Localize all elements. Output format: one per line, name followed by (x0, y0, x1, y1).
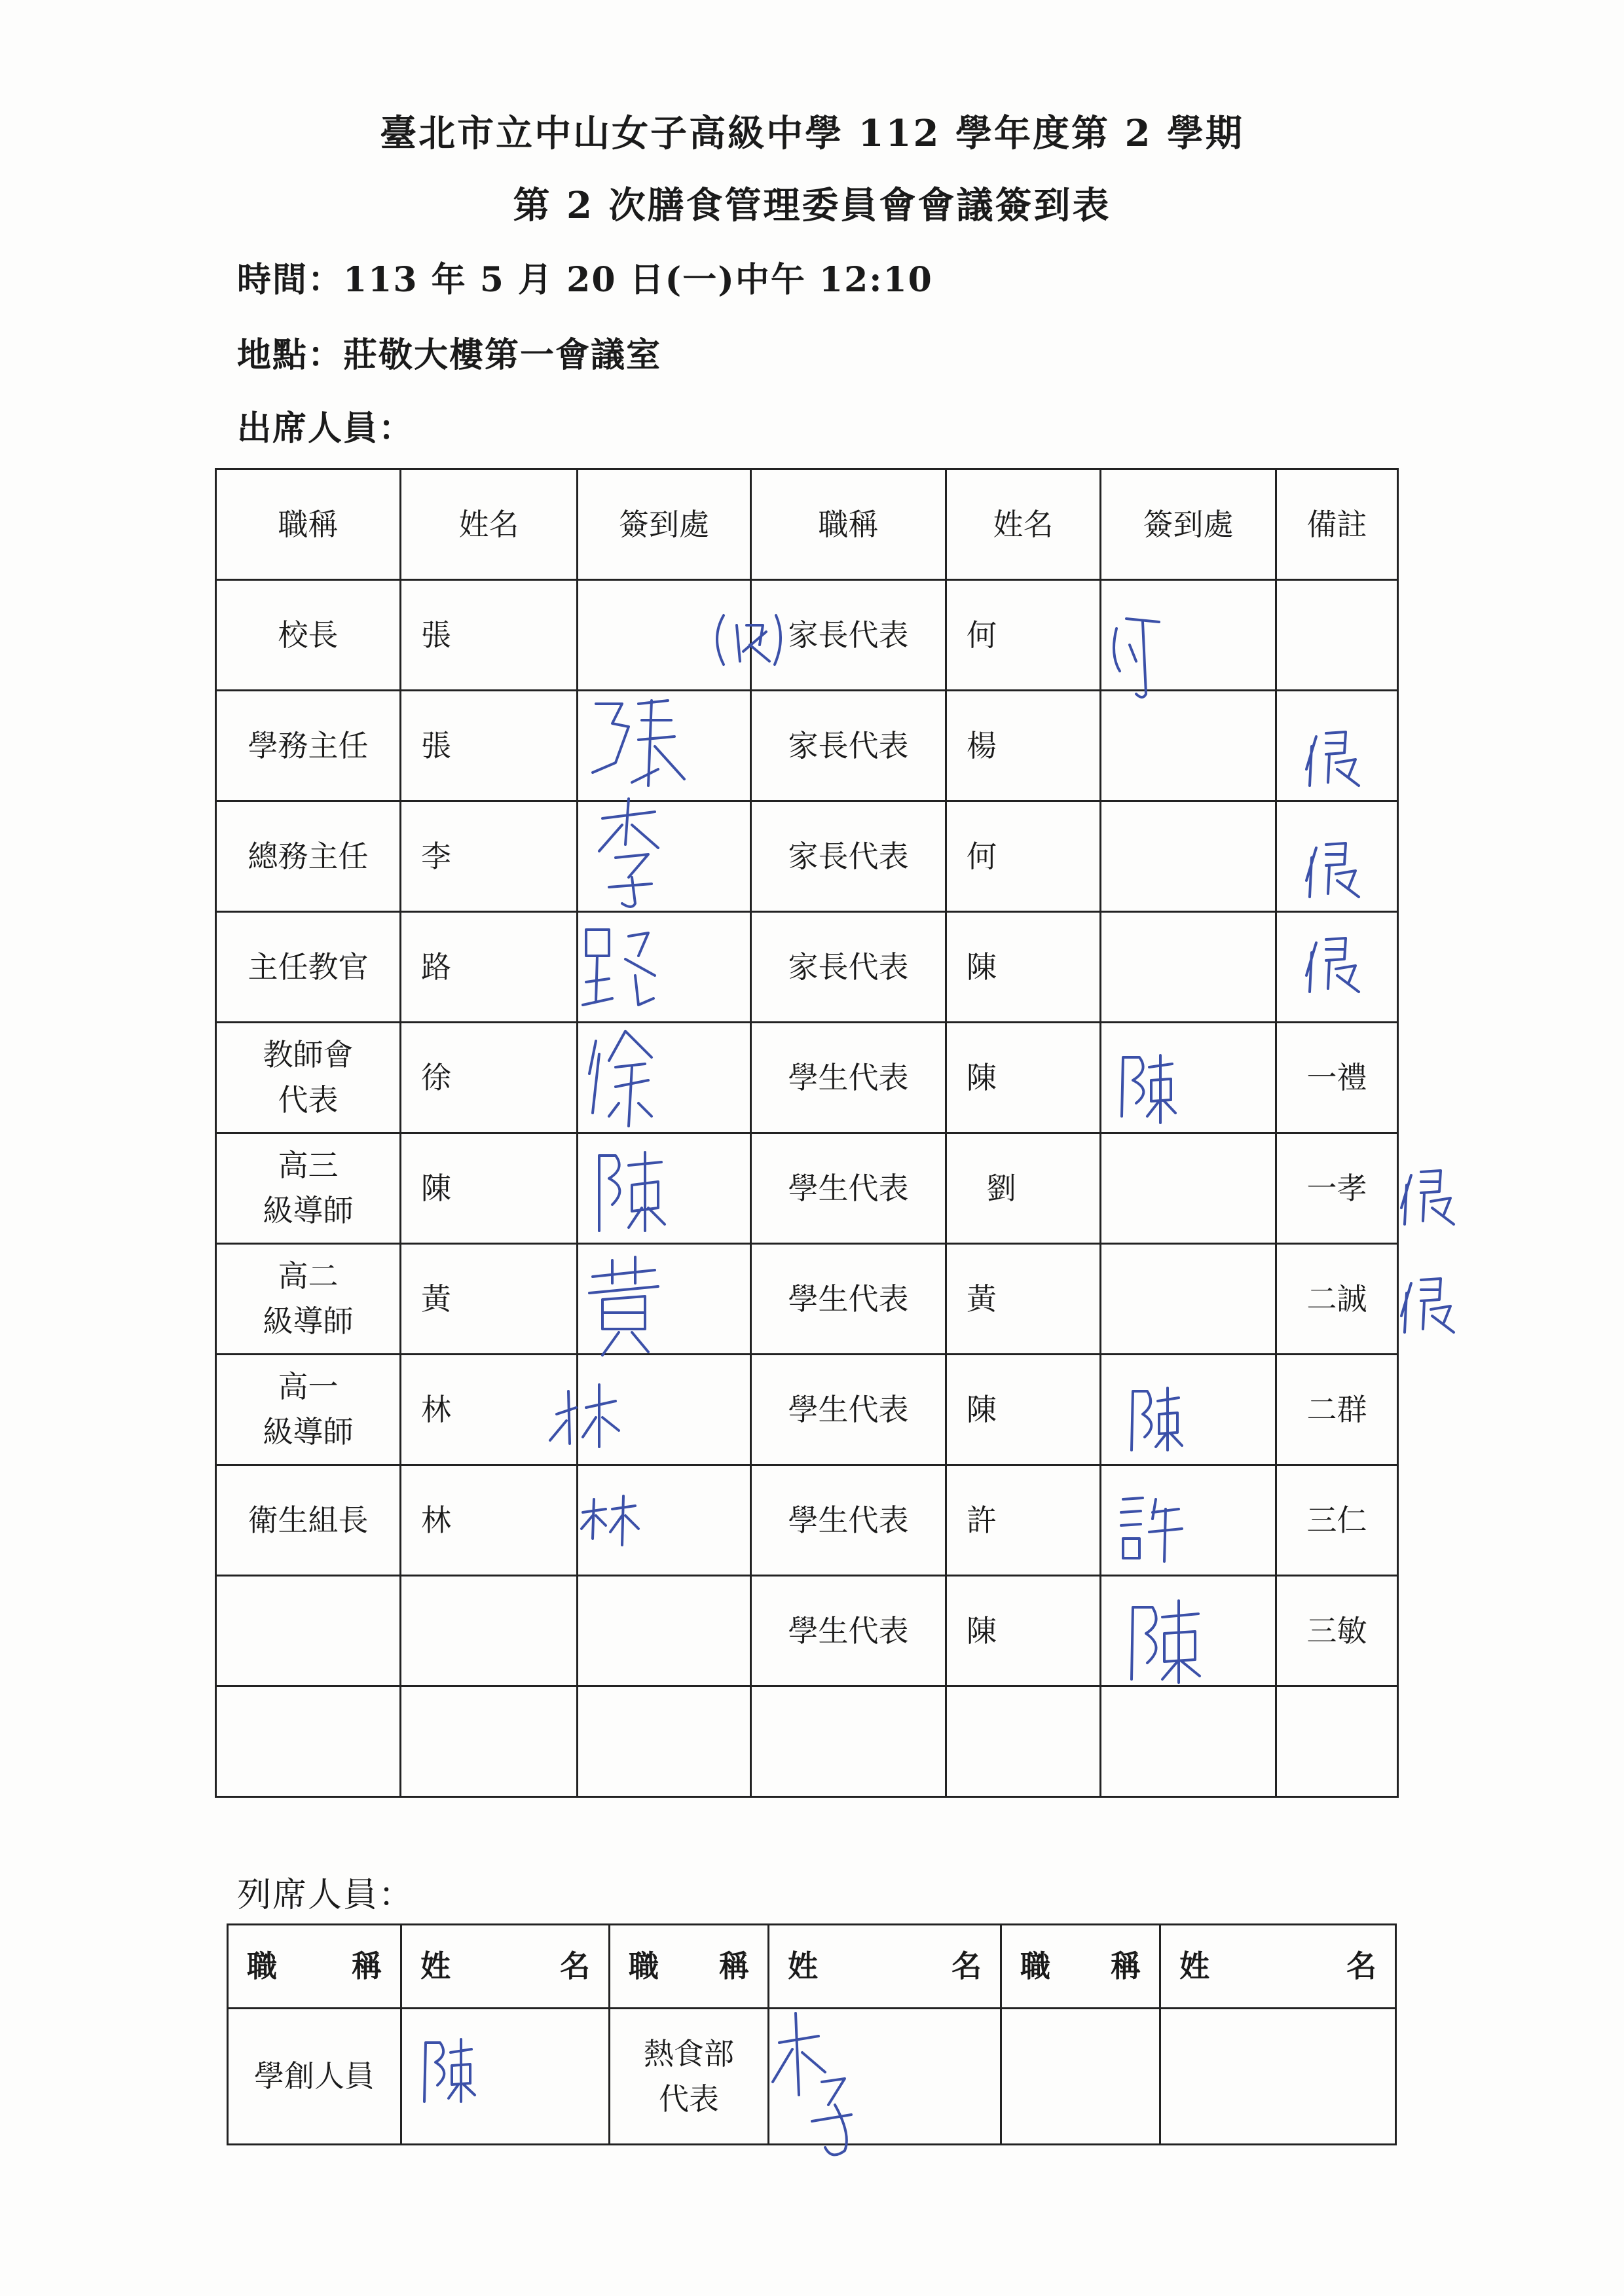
name-cell: 何 (946, 801, 1101, 912)
remarks-cell: 二誠 (1276, 1244, 1398, 1355)
title-cell: 學創人員 (228, 2009, 401, 2145)
signature-cell (1160, 2009, 1396, 2145)
title-cell (216, 1576, 401, 1686)
signature-cell (1101, 801, 1276, 912)
name-cell: 路 (401, 912, 578, 1023)
signature-cell (578, 1686, 751, 1797)
name-cell: 劉 (946, 1133, 1101, 1244)
header-title: 職稱 (216, 469, 401, 580)
remarks-cell (1276, 580, 1398, 691)
title-cell: 學生代表 (751, 1465, 946, 1576)
signature-cell (401, 2009, 610, 2145)
title-cell: 學生代表 (751, 1244, 946, 1355)
remarks-cell (1276, 1686, 1398, 1797)
signature-cell (1101, 1465, 1276, 1576)
signature-cell (1101, 1686, 1276, 1797)
name-cell: 陳 (946, 1576, 1101, 1686)
header-name: 姓名 (401, 469, 578, 580)
meeting-place: 地點：莊敬大樓第一會議室 (237, 335, 662, 375)
title-line: 代表 (278, 1082, 339, 1118)
signature-cell (578, 1465, 751, 1576)
title-cell (216, 1244, 401, 1355)
name-cell: 何 (946, 580, 1101, 691)
name-cell: 陳 (946, 912, 1101, 1023)
title-cell: 學生代表 (751, 1023, 946, 1133)
table-row (216, 580, 1398, 691)
signature-cell (1101, 912, 1276, 1023)
name-cell: 楊 (946, 691, 1101, 801)
title-cell: 學生代表 (751, 1576, 946, 1686)
title-line: 熱食部 (644, 2035, 734, 2071)
title-cell (216, 1023, 401, 1133)
document-title: 臺北市立中山女子高級中學 112 學年度第 2 學期 (380, 112, 1244, 155)
name-cell (401, 1686, 578, 1797)
signature-cell (578, 1355, 751, 1465)
table-row (216, 912, 1398, 1023)
name-cell: 陳 (946, 1023, 1101, 1133)
document-subtitle: 第 2 次膳食管理委員會會議簽到表 (513, 184, 1111, 227)
remarks-cell: 一禮 (1276, 1023, 1398, 1133)
name-cell: 張 (401, 580, 578, 691)
title-cell (216, 1686, 401, 1797)
title-cell: 主任教官 (216, 912, 401, 1023)
signature-cell (578, 580, 751, 691)
header-title: 職 稱 (228, 1925, 401, 2009)
header-name: 姓名 (946, 469, 1101, 580)
title-cell (751, 1686, 946, 1797)
title-cell: 校長 (216, 580, 401, 691)
header-name: 姓 名 (769, 1925, 1001, 2009)
title-cell: 家長代表 (751, 580, 946, 691)
name-cell: 陳 (401, 1133, 578, 1244)
name-cell: 林 (401, 1355, 578, 1465)
attendance-table (215, 468, 1399, 1798)
title-cell: 家長代表 (751, 801, 946, 912)
signature-cell (1101, 1023, 1276, 1133)
observers-header-row (228, 1925, 1396, 2009)
signature-cell (578, 801, 751, 912)
observers-label: 列席人員： (237, 1876, 415, 1915)
title-cell: 總務主任 (216, 801, 401, 912)
table-row (216, 1465, 1398, 1576)
title-cell: 家長代表 (751, 912, 946, 1023)
title-cell (216, 1355, 401, 1465)
title-cell: 學生代表 (751, 1355, 946, 1465)
name-cell (401, 1576, 578, 1686)
signature-cell (1101, 1576, 1276, 1686)
title-line: 高三 (278, 1148, 339, 1183)
signature-cell (769, 2009, 1001, 2145)
name-cell: 陳 (946, 1355, 1101, 1465)
meeting-time: 時間：113 年 5 月 20 日(一)中午 12:10 (237, 260, 933, 300)
title-line: 高二 (278, 1258, 339, 1294)
name-cell: 張 (401, 691, 578, 801)
header-title: 職 稱 (1001, 1925, 1160, 2009)
table-row (216, 1244, 1398, 1355)
title-line: 級導師 (263, 1414, 354, 1449)
remarks-cell (1276, 691, 1398, 801)
table-row (216, 1023, 1398, 1133)
remarks-cell: 三敏 (1276, 1576, 1398, 1686)
name-cell: 林 (401, 1465, 578, 1576)
name-cell: 許 (946, 1465, 1101, 1576)
table-row (216, 691, 1398, 801)
header-name: 姓 名 (1160, 1925, 1396, 2009)
title-line: 教師會 (263, 1037, 354, 1072)
name-cell: 黃 (946, 1244, 1101, 1355)
signature-cell (578, 1133, 751, 1244)
observers-row (228, 2009, 1396, 2145)
table-row (216, 1576, 1398, 1686)
header-signature: 簽到處 (1101, 469, 1276, 580)
signature-cell (578, 1023, 751, 1133)
title-cell: 衛生組長 (216, 1465, 401, 1576)
signature-cell (578, 1576, 751, 1686)
header-remarks: 備註 (1276, 469, 1398, 580)
title-line: 級導師 (263, 1303, 354, 1339)
title-cell (610, 2009, 769, 2145)
remarks-cell: 一孝 (1276, 1133, 1398, 1244)
title-cell: 家長代表 (751, 691, 946, 801)
attendees-label: 出席人員： (237, 409, 415, 448)
name-cell (946, 1686, 1101, 1797)
title-cell (216, 1133, 401, 1244)
leave-mark-handwriting (1401, 1279, 1454, 1332)
title-cell: 學生代表 (751, 1133, 946, 1244)
title-cell (1001, 2009, 1160, 2145)
signature-cell (1101, 1355, 1276, 1465)
table-row (216, 1355, 1398, 1465)
signature-cell (578, 1244, 751, 1355)
remarks-cell: 二群 (1276, 1355, 1398, 1465)
title-line: 代表 (659, 2081, 719, 2117)
title-line: 高一 (278, 1369, 339, 1404)
header-signature: 簽到處 (578, 469, 751, 580)
remarks-cell (1276, 912, 1398, 1023)
signature-cell (1101, 1133, 1276, 1244)
name-cell: 黃 (401, 1244, 578, 1355)
table-row (216, 1133, 1398, 1244)
leave-mark-handwriting (1401, 1171, 1454, 1224)
signature-cell (578, 912, 751, 1023)
signature-cell (1101, 580, 1276, 691)
signature-cell (1101, 1244, 1276, 1355)
table-header-row (216, 469, 1398, 580)
title-cell: 學務主任 (216, 691, 401, 801)
table-row (216, 801, 1398, 912)
remarks-cell: 三仁 (1276, 1465, 1398, 1576)
name-cell: 李 (401, 801, 578, 912)
signature-cell (578, 691, 751, 801)
table-row (216, 1686, 1398, 1797)
header-name: 姓 名 (401, 1925, 610, 2009)
remarks-cell (1276, 801, 1398, 912)
name-cell: 徐 (401, 1023, 578, 1133)
header-title: 職 稱 (610, 1925, 769, 2009)
header-title: 職稱 (751, 469, 946, 580)
title-line: 級導師 (263, 1193, 354, 1228)
observers-table (227, 1923, 1397, 2145)
signature-cell (1101, 691, 1276, 801)
